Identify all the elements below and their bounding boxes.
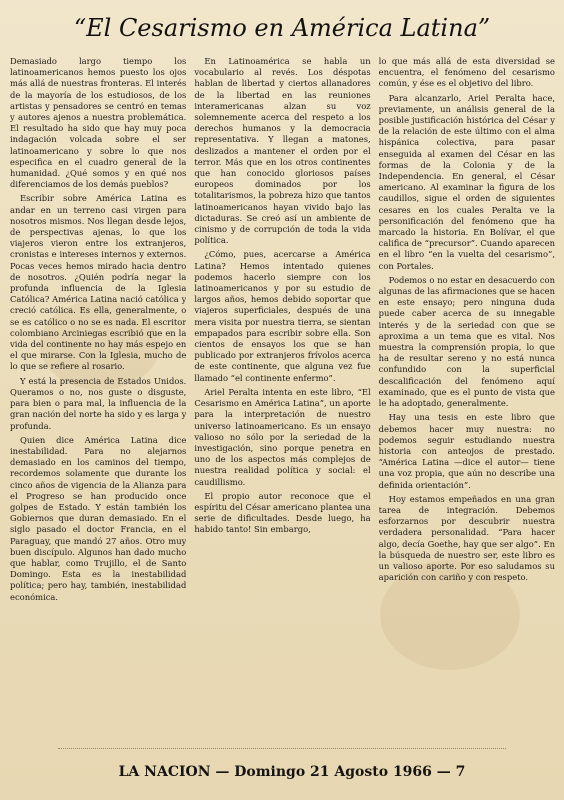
article-paragraph: ¿Cómo, pues, acercarse a América Latina? Hemos intentado quienes podemos hacerlo siempre con los latinoamericanos y por su estudio de largos años, hemos debido soportar que viajeros superficiales, después de una mera visita por nuestra tierra, se sientan empapados para escribir sobre ella. Son cientos de ensayos los que se han publicado por extranjeros frívolos acerca de este continente, que alguna vez fue llamado “el continente enfermo”. [194,249,371,383]
article-paragraph: Y está la presencia de Estados Unidos. Queramos o no, nos guste o disguste, para bien o para mal, la influencia de la gran nación del norte ha sido y es larga y profunda. [10,375,187,431]
article-body [10,56,555,740]
article-paragraph: lo que más allá de esta diversidad se encuentra, el fenómeno del cesarismo común, y ése es el objetivo del libro. [378,56,555,89]
article-column [10,56,186,740]
article-paragraph: En Latinoamérica se habla un vocabulario al revés. Los déspotas hablan de libertad y ciertos allanadores de la libertad en las reuniones interamericanas alzan su voz solemnemente acerca del respeto a los derechos humanos y la democracia representativa. Y llegan a matones, deslizados a mantener el orden por el terror. Más que en los otros continentes que han conocido gloriosos países europeos dominados por los totalitarismos, la pobreza hizo que tantos latinoamericanos hayan vivido bajo las dictaduras. Se creó así un ambiente de cinismo y de corrupción de toda la vida política. [194,56,371,246]
footer-divider [58,748,506,749]
article-paragraph: Escribir sobre América Latina es andar en un terreno casi virgen para nosotros mismos. Nos llegan desde lejos, de perspectivas ajenas, lo que los viajeros vieron entre los extranjeros, cronistas e intereses internos y externos. Pocas veces hemos mirado hacia dentro de nosotros. ¿Quién podría negar la profunda influencia de la Iglesia Católica? América Latina nació católica y creció católica. Es ella, generalmente, o se es católico o no se es nada. El escritor colombiano Arciniegas escribió que en la vida del continente no hay más espejo en el que mirarse. Con la Iglesia, mucho de lo que se refiere al rosario. [10,193,187,372]
article-paragraph: Quien dice América Latina dice inestabilidad. Para no alejarnos demasiado en los caminos del tiempo, recordemos solamente que durante los cinco años de vigencia de la Alianza para el Progreso se han producido once golpes de Estado. Y están también los Gobiernos que duran demasiado. En el siglo pasado el doctor Francia, en el Paraguay, que mandó 27 años. Otro muy buen discípulo. Algunos han dado mucho que hablar, como Trujillo, el de Santo Domingo. Esta es la inestabilidad política; pero hay, también, inestabilidad económica. [10,434,187,602]
article-column [194,56,370,740]
article-paragraph: Ariel Peralta intenta en este libro, “El Cesarismo en América Latina”, un aporte para la interpretación de nuestro universo latinoamericano. Es un ensayo valioso no sólo por la seriedad de la investigación, sino porque penetra en uno de los aspectos más complejos de nuestra realidad política y social: el caudillismo. [194,386,371,487]
article-column [379,56,555,740]
article-paragraph: El propio autor reconoce que el espíritu del César americano plantea una serie de dificultades. Desde luego, ha habido tanto! Sin embargo, [194,490,371,535]
article-paragraph: Hoy estamos empeñados en una gran tarea de integración. Debemos esforzarnos por descubrir nuestra verdadera personalidad. “Para hacer algo, decía Goethe, hay que ser algo”. En la búsqueda de nuestro ser, este libro es un valioso aporte. Por eso saludamos su aparición con cariño y con respeto. [378,493,555,583]
article-title: “El Cesarismo en América Latina” [73,14,491,42]
article-paragraph: Podemos o no estar en desacuerdo con algunas de las afirmaciones que se hacen en este ensayo; pero ninguna duda puede caber acerca de su innegable interés y de la seriedad con que se aproxima a un tema que es vital. Nos muestra la comprensión propia, lo que ha de resultar sereno y no está nunca confundido con la superficial descalificación del fenómeno aquí examinado, que es el punto de vista que le ha adoptado, generalmente. [378,274,555,409]
article-paragraph: Para alcanzarlo, Ariel Peralta hace, previamente, un análisis general de la posible justificación histórica del César y de la relación de este último con el alma hispánica colectiva, para pasar enseguida al examen del César en las formas de la Colonia y de la Independencia. En general, el César americano. Al examinar la figura de los caudillos, sigue el orden de siguientes cesares en los cuales Peralta ve la personificación del fenómeno que ha marcado la historia. En Bolívar, el que califica de “precursor”. Cuando aparecen en el libro “en la vuelta del cesarismo”, con Portales. [378,92,555,271]
article-paragraph: Hay una tesis en este libro que debemos hacer muy nuestra: no podemos seguir estudiando nuestra historia con anteojos de prestado. “América Latina —dice el autor— tiene una voz propia, que aún no describe una definida orientación”. [378,412,555,490]
article-paragraph: Demasiado largo tiempo los latinoamericanos hemos puesto los ojos más allá de nuestras fronteras. El interés de la mayoría de los estudiosos, de los artistas y pensadores se centró en temas y autores ajenos a nuestra problemática. El resultado ha sido que hay muy poca indagación volcada sobre el ser latinoamericano y sobre lo que nos especifica en el cuadro general de la humanidad. ¿Qué somos y en qué nos diferenciamos de los demás pueblos? [10,56,187,190]
newspaper-footer: LA NACION — Domingo 21 Agosto 1966 — 7 [118,764,466,780]
